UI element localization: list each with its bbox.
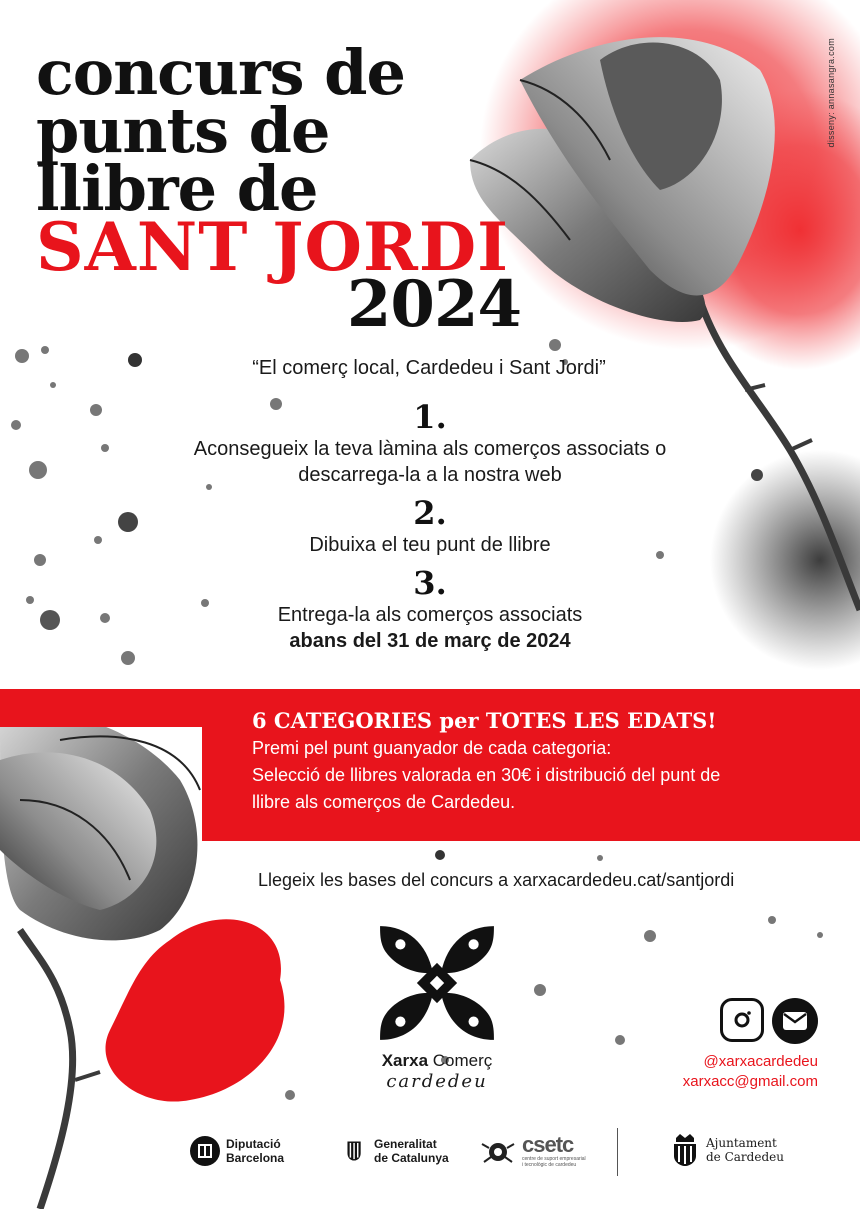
sponsor-csetc: csetc centre de suport empresarial i tecnològic de cardedeu [480,1134,586,1168]
banner-heading: 6 CATEGORIES per TOTES LES EDATS! [252,708,717,733]
title-line-3: llibre de [36,152,318,225]
rules-link[interactable]: Llegeix les bases del concurs a xarxacardedeu.cat/santjordi [258,870,735,890]
banner-line-2: Selecció de llibres valorada en 30€ i distribució del punt de [252,765,721,785]
step-2 [0,494,860,558]
step-text: Aconsegueix la teva làmina als comerços associats o descarrega-la a la nostra web [193,438,667,486]
ornament-icon [376,922,498,1044]
email-address[interactable]: xarxacc@gmail.com [682,1073,818,1090]
social-icons [618,998,818,1044]
banner-line-1: Premi pel punt guanyador de cada categoria: [252,738,612,758]
diputacio-logo-icon [190,1136,220,1166]
step-1 [0,398,860,488]
sponsor-generalitat: Generalitat de Catalunya [346,1136,449,1166]
step-text: Dibuixa el teu punt de llibre [309,534,551,556]
title-sant-jordi: SANT JORDI [36,208,509,286]
logo-subtitle: cardedeu [386,1071,488,1092]
email-icon[interactable] [772,998,818,1044]
banner-line-3: llibre als comerços de Cardedeu. [252,792,516,812]
title-line-2: punts de [36,94,330,167]
logo-name: Xarxa Comerç [381,1051,493,1070]
csetc-logo-icon [480,1136,516,1166]
deadline: abans del 31 de març de 2024 [289,630,571,652]
social-contacts [618,998,818,1092]
instagram-icon[interactable] [720,998,764,1042]
sponsor-diputacio: Diputació Barcelona [190,1136,284,1166]
title-line-1: concurs de [36,36,405,109]
instagram-handle[interactable]: @xarxacardedeu [703,1053,818,1070]
design-credit: disseny: annasangra.com [826,38,836,148]
sponsor-divider [617,1128,618,1176]
steps-list [0,398,860,660]
banner-strip [0,689,202,727]
generalitat-logo-icon [346,1136,368,1166]
title-year: 2024 [346,267,521,342]
step-3 [0,564,860,654]
red-splash-bottom [105,919,284,1101]
sponsor-ajuntament: Ajuntament de Cardedeu [670,1132,784,1168]
sponsors-bar [0,1128,860,1178]
step-number: 2. [413,494,447,532]
ajuntament-crest-icon [670,1132,700,1168]
categories-banner [0,689,860,841]
step-text: Entrega-la als comerços associats [277,604,583,626]
page-title [36,36,556,342]
xarxa-comerc-logo [362,922,512,1092]
step-number: 1. [413,398,447,436]
step-number: 3. [413,564,447,602]
contest-theme: “El comerç local, Cardedeu i Sant Jordi” [252,357,606,379]
banner-box [202,689,860,841]
